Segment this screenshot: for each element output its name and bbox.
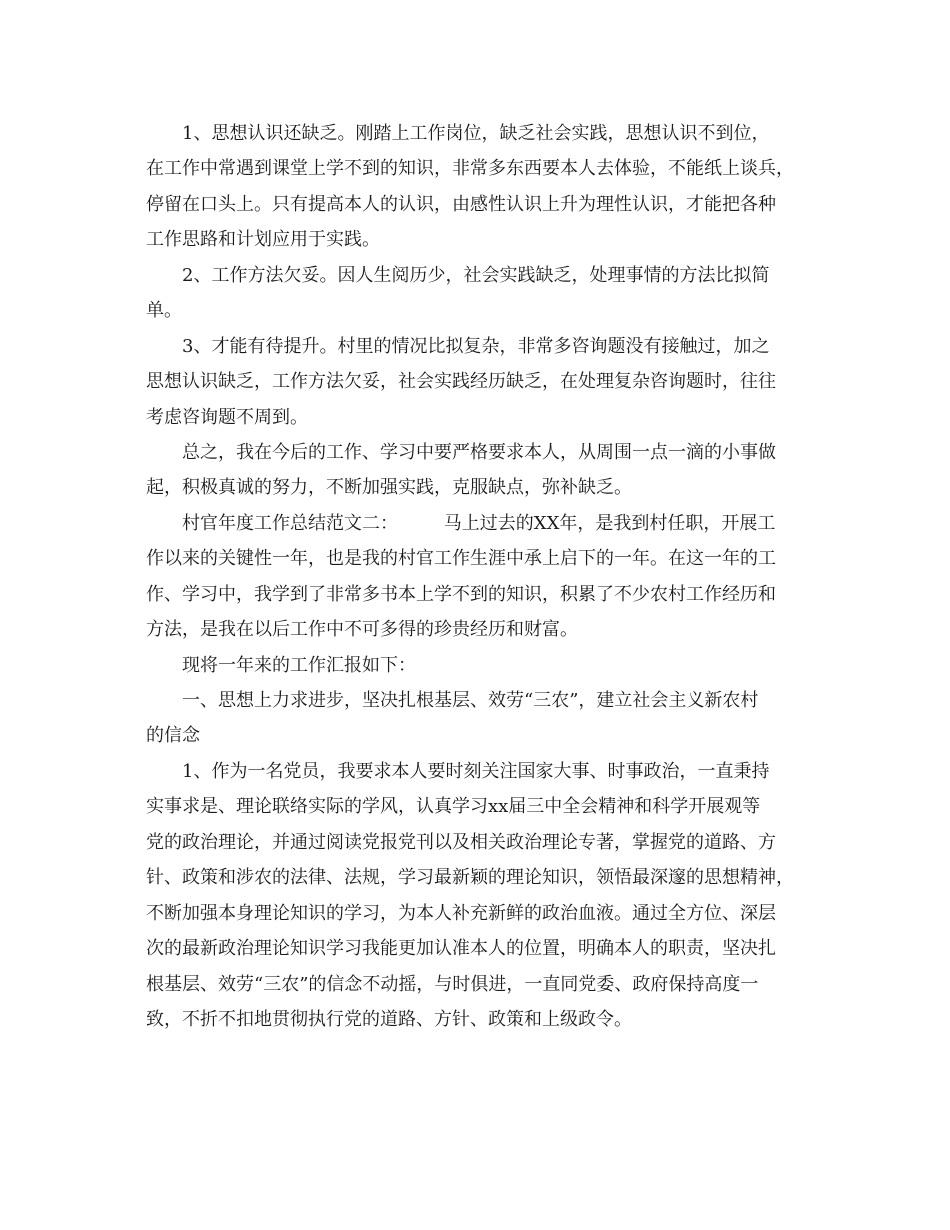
text-line: 作以来的关键性一年，也是我的村官工作生涯中承上启下的一年。在这一年的工 [146, 548, 776, 570]
text-line: 不断加强本身理论知识的学习，为本人补充新鲜的政治血液。通过全方位、深层 [146, 902, 776, 924]
text-line: 的信念 [146, 725, 200, 747]
text-line: 3、才能有待提升。村里的情况比拟复杂，非常多咨询题没有接触过，加之 [182, 335, 770, 357]
text-line: 一、思想上力求进步，坚决扎根基层、效劳“三农”，建立社会主义新农村 [182, 690, 759, 711]
text-line: 党的政治理论，并通过阅读党报党刊以及相关政治理论专著，掌握党的道路、方 [146, 831, 776, 853]
text-line: 方法，是我在以后工作中不可多得的珍贵经历和财富。 [146, 619, 578, 641]
text-line: 起，积极真诚的努力，不断加强实践，克服缺点，弥补缺乏。 [146, 477, 632, 499]
text-line: 2、工作方法欠妥。因人生阅历少，社会实践缺乏，处理事情的方法比拟简 [182, 264, 770, 286]
text-line: 在工作中常遇到课堂上学不到的知识，非常多东西要本人去体验，不能纸上谈兵， [146, 158, 794, 180]
text-line: 针、政策和涉农的法律、法规，学习最新颖的理论知识，领悟最深邃的思想精神， [146, 867, 794, 889]
text-line: 停留在口头上。只有提高本人的认识，由感性认识上升为理性认识，才能把各种 [146, 193, 776, 215]
text-line: 现将一年来的工作汇报如下： [182, 654, 416, 676]
text-line: 实事求是、理论联络实际的学风，认真学习xx届三中全会精神和科学开展观等 [146, 796, 761, 818]
text-line: 单。 [146, 300, 182, 322]
text-line: 总之，我在今后的工作、学习中要严格要求本人，从周围一点一滴的小事做 [182, 441, 776, 463]
text-line: 作、学习中，我学到了非常多书本上学不到的知识，积累了不少农村工作经历和 [146, 583, 776, 605]
text-line: 工作思路和计划应用于实践。 [146, 229, 380, 251]
text-line: 1、思想认识还缺乏。刚踏上工作岗位，缺乏社会实践，思想认识不到位， [182, 123, 770, 144]
text-line: 致，不折不扣地贯彻执行党的道路、方针、政策和上级政令。 [146, 1008, 632, 1030]
text-line: 考虑咨询题不周到。 [146, 406, 308, 428]
text-line: 村官年度工作总结范文二： 马上过去的XX年，是我到村任职，开展工 [182, 512, 776, 534]
document-body [146, 116, 810, 1037]
text-line: 根基层、效劳“三农”的信念不动摇，与时俱进，一直同党委、政府保持高度一 [146, 973, 759, 995]
text-line: 思想认识缺乏，工作方法欠妥，社会实践经历缺乏，在处理复杂咨询题时，往往 [146, 371, 776, 393]
text-line: 1、作为一名党员，我要求本人要时刻关注国家大事、时事政治，一直秉持 [182, 760, 770, 782]
text-line: 次的最新政治理论知识学习我能更加认准本人的位置，明确本人的职责，坚决扎 [146, 938, 776, 960]
